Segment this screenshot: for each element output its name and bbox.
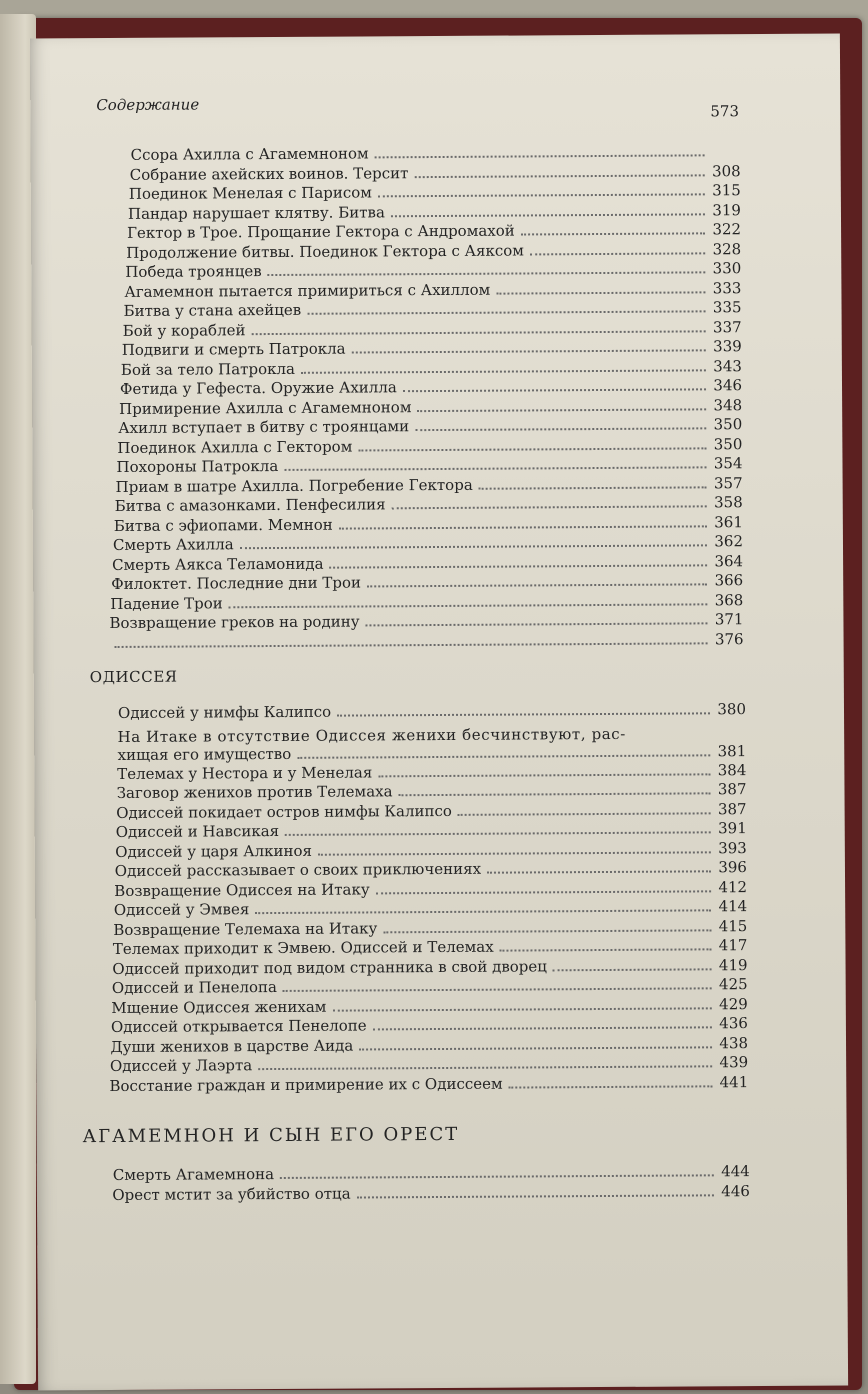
toc-entry-title: Битва с амазонками. Пенфесилия — [114, 495, 386, 515]
toc-entry-page: 308 — [712, 161, 741, 180]
toc-entry-page: 381 — [717, 741, 747, 760]
toc-entry-page: 414 — [718, 897, 748, 916]
toc-entry-title: Заговор женихов против Телемаха — [116, 782, 393, 802]
toc-entry-page: 348 — [713, 395, 743, 414]
toc-entry-page: 364 — [714, 551, 744, 570]
toc-entry-title: Падение Трои — [110, 593, 223, 613]
toc-entry-page: 368 — [714, 590, 744, 609]
toc-entry-title: Бой у кораблей — [122, 320, 246, 340]
toc-entry-title: Одиссей рассказывает о своих приключениях — [114, 859, 482, 880]
toc-entry-title: Одиссей приходит под видом странника в свой дворец — [112, 956, 547, 978]
toc-entry-title: Восстание граждан и примирение их с Одиссеем — [109, 1074, 503, 1095]
toc-entry-page: 315 — [712, 181, 741, 200]
dot-leader — [521, 232, 705, 235]
page-number: 573 — [710, 102, 740, 121]
toc-entry-title: Победа троянцев — [125, 262, 262, 281]
toc-entry-title: Души женихов в царстве Аида — [110, 1036, 354, 1056]
toc-entry-title: Одиссей и Навсикая — [115, 821, 280, 841]
toc-entry-page: 391 — [718, 819, 747, 838]
toc-entry-title: Телемах приходит к Эмвею. Одиссей и Телемах — [112, 937, 494, 958]
toc-entry-page: 333 — [712, 278, 742, 297]
toc-entry-title: Примирение Ахилла с Агамемноном — [119, 397, 412, 418]
toc-entry — [112, 1178, 750, 1204]
toc-entry-page: 438 — [719, 1033, 749, 1052]
toc-entry-page: 376 — [714, 629, 744, 648]
toc-entry-title: Одиссей у Лаэрта — [109, 1056, 253, 1076]
toc-entry-page: 366 — [714, 571, 744, 590]
toc-entry-page: 436 — [719, 1014, 748, 1033]
toc-entry-title: Продолжение битвы. Поединок Гектора с Аяксом — [126, 240, 524, 262]
toc-entry-title: Похороны Патрокла — [116, 456, 279, 476]
toc-entry-title: На Итаке в отсутствие Одиссея женихи бесчинствуют, рас- — [117, 724, 627, 746]
book-page — [30, 34, 848, 1391]
toc-entry-page: 446 — [721, 1181, 750, 1200]
toc-entry-title: Мщение Одиссея женихам — [111, 997, 327, 1017]
toc-entry-page: 396 — [718, 858, 747, 877]
toc-entry-title: Ахилл вступает в битву с троянцами — [118, 417, 410, 437]
toc-entry-page: 371 — [714, 610, 744, 629]
toc-entry-page: 425 — [718, 975, 748, 994]
toc-entry-title: Смерть Аякса Теламонида — [112, 554, 324, 574]
toc-entry-page: 350 — [713, 434, 743, 453]
toc-entry-title: Смерть Агамемнона — [112, 1165, 275, 1185]
toc-entry-title: Телемах у Нестора и у Менелая — [117, 762, 373, 783]
toc-entry-title: Битва с эфиопами. Мемнон — [113, 515, 333, 535]
section-heading: АГАМЕМНОН И СЫН ЕГО ОРЕСТ — [82, 1123, 460, 1148]
toc-entry-title: Пандар нарушает клятву. Битва — [127, 202, 385, 223]
toc-entry-page: 415 — [718, 916, 748, 935]
toc-entry-page: 387 — [717, 780, 747, 799]
toc-entry-title: Гектор в Трое. Прощание Гектора с Андромахой — [127, 221, 515, 242]
toc-entry-title: Ссора Ахилла с Агамемноном — [130, 144, 369, 164]
toc-entry-page: 357 — [713, 473, 743, 492]
toc-entry-page: 337 — [712, 317, 742, 336]
toc-entry-title: Поединок Ахилла с Гектором — [117, 437, 353, 457]
toc-entry-page: 343 — [713, 356, 742, 375]
section-heading: ОДИССЕЯ — [89, 667, 178, 687]
toc-entry-page: 419 — [718, 955, 748, 974]
toc-entry-title-continuation: хищая его имущество — [117, 744, 292, 764]
toc-entry-title: Возвращение Телемаха на Итаку — [113, 918, 378, 939]
toc-entry-page: 330 — [712, 259, 742, 278]
toc-entry-page: 358 — [714, 493, 743, 512]
toc-entry-title: Бой за тело Патрокла — [120, 359, 295, 379]
toc-entry-page: 439 — [719, 1053, 749, 1072]
toc-entry-title: Приам в шатре Ахилла. Погребение Гектора — [115, 475, 473, 496]
toc-entry-page: 444 — [721, 1162, 750, 1181]
toc-entry-title: Одиссей у нимфы Калипсо — [117, 702, 332, 722]
toc-entry-page: 417 — [718, 936, 748, 955]
dot-leader — [553, 968, 712, 971]
running-head: Содержание — [96, 95, 200, 115]
toc-entry-title: Агамемнон пытается примириться с Ахиллом — [124, 280, 491, 301]
dot-leader — [530, 252, 705, 255]
dot-leader — [509, 1085, 713, 1088]
toc-entry-page: 362 — [714, 532, 744, 551]
toc-entry-title: Собрание ахейских воинов. Терсит — [129, 163, 409, 184]
toc-entry-page: 361 — [714, 512, 743, 531]
toc-entry-page: 328 — [712, 239, 742, 258]
toc-entry-page: 335 — [712, 298, 742, 317]
toc-entry-page: 412 — [718, 877, 748, 896]
toc-entry-page: 384 — [717, 760, 747, 779]
toc-entry-title: Возвращение Одиссея на Итаку — [114, 879, 370, 900]
toc-entry-title: Одиссей и Пенелопа — [111, 977, 277, 998]
toc-entry-page: 354 — [713, 454, 743, 473]
toc-entry-title: Битва у стана ахейцев — [123, 300, 302, 320]
toc-entry-title: Одиссей у Эмвея — [113, 900, 250, 919]
toc-entry-title: Одиссей у царя Алкиноя — [115, 841, 313, 861]
toc-entry-page: 387 — [717, 799, 747, 818]
toc-entry-page: 429 — [719, 994, 748, 1013]
toc-entry — [109, 1069, 748, 1095]
toc-entry-page: 441 — [719, 1072, 749, 1091]
toc-entry-page: 350 — [713, 415, 743, 434]
toc-entry-page: 393 — [718, 838, 747, 857]
toc-entry-title: Филоктет. Последние дни Трои — [111, 573, 362, 593]
toc-entry-title: Возвращение греков на родину — [109, 612, 360, 633]
toc-entry-title: Фетида у Гефеста. Оружие Ахилла — [119, 378, 397, 398]
dot-leader — [357, 1194, 714, 1198]
toc-entry-page: 319 — [712, 200, 741, 219]
toc-entry-page: 339 — [713, 337, 742, 356]
toc-entry-title: Подвиги и смерть Патрокла — [121, 339, 346, 359]
toc-entry-page: 346 — [713, 376, 743, 395]
toc-entry-title: Смерть Ахилла — [112, 535, 234, 554]
dot-leader — [115, 642, 708, 648]
toc-entry-title: Одиссей открывается Пенелопе — [110, 1016, 367, 1037]
toc-entry-title: Орест мстит за убийство отца — [112, 1184, 351, 1204]
toc-entry-page: 380 — [717, 700, 747, 719]
toc-entry-title: Одиссей покидает остров нимфы Калипсо — [116, 801, 452, 822]
toc-entry-page: 322 — [712, 220, 742, 239]
toc-entry-title: Поединок Менелая с Парисом — [128, 183, 372, 203]
toc-entry — [108, 626, 743, 652]
